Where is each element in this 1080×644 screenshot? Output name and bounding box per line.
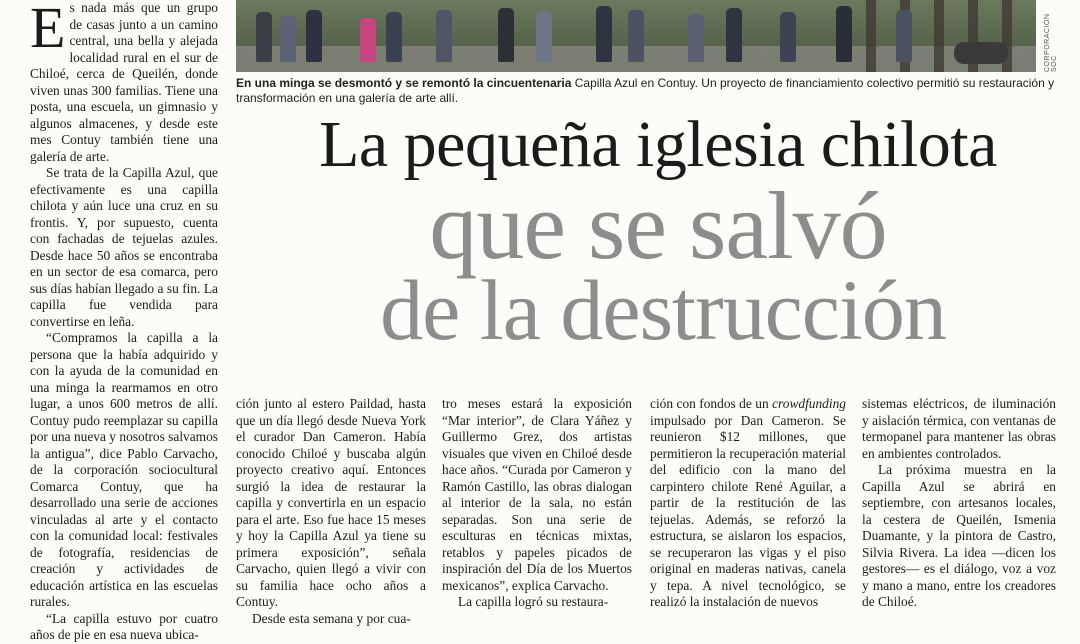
photo-person [780,12,796,62]
article-column-1 [30,0,218,642]
caption-lead: En una minga se desmontó y se remontó la cincuentenaria [236,76,572,90]
article-column-3 [442,396,632,610]
photo-person [536,12,552,62]
headline-line-3: de la destrucción [380,262,946,358]
photo-person [360,18,376,62]
body-paragraph: Desde esta semana y por cua- [252,610,411,626]
photo-person [688,14,704,62]
body-paragraph: tro meses estará la exposición “Mar interior”, de Clara Yáñez y Guillermo Grez, dos artistas visuales que viven en Chiloé desde hace años. “Curada por Cameron y Ramón Castillo, las obras dialogan al interior de la sala, no están separadas. Son una serie de esculturas en técnicas mixtas, retablos y papeles picados de inspiración del Día de los Muertos mexicanos”, explica Carvacho. [442,396,632,593]
photo-person [596,6,612,62]
article-column-5 [862,396,1056,610]
headline-line-1: La pequeña iglesia chilota [319,108,997,181]
article-column-4 [650,396,846,610]
italic-term: crowdfunding [772,396,846,411]
photo-caption [236,76,1056,106]
article-photo [236,0,1036,72]
photo-person [896,10,912,62]
photo-person [836,6,852,62]
photo-dog [954,42,1008,64]
caption-text: Capilla Azul en Contuy. Un proyecto de financiamiento colectivo permitió su restauración y transformación en una galería de arte allí. [236,76,1055,105]
body-paragraph: ción junto al estero Paildad, hasta que un día llegó desde Nueva York el curador Dan Cameron. Había conocido Chiloé y buscaba algún proyecto creativo aquí. Entonces surgió la idea de restaurar la capilla y convertirla en un espacio para el arte. Eso fue hace 15 meses y hoy la Capilla Azul ya tiene su primera exposición”, señala Carvacho, quien llegó a vivir con su familia hace ocho años a Contuy. [236,396,426,609]
photo-person [256,12,272,62]
photo-person [280,16,296,62]
drop-cap: E [30,0,66,60]
headline-line-2: que se salvó [429,172,887,279]
article-column-2 [236,396,426,626]
photo-person [628,10,644,62]
photo-person [498,8,514,62]
body-paragraph: ción con fondos de un crowdfunding impulsado por Dan Cameron. Se reunieron $12 millones, que permitieron la recuperación material del edificio con la mano del carpintero chilote René Aguilar, a partir de la restitución de las tejuelas. Además, se reforzó la estructura, se aislaron los espacios, se recuperaron las vigas y el piso original en maderas nativas, canela y tepa. A nivel tecnológico, se realizó la instalación de nuevos [650,396,846,609]
body-paragraph: Se trata de la Capilla Azul, que efectivamente es una capilla chilota y aún luce una cruz en su frontis. Y, por supuesto, cuenta con fachadas de tejuelas azules. Desde hace 50 años se encontraba en un sector de esa comarca, pero sus días habían llegado a su fin. La capilla fue vendida para convertirse en leña. [30,165,218,329]
photo-person [436,10,452,62]
photo-credit: CORPORACIÓN SOC [1044,13,1058,72]
body-paragraph: sistemas eléctricos, de iluminación y aislación térmica, con ventanas de termopanel para mantener las obras en ambientes controlados. [862,396,1056,461]
body-paragraph: La capilla logró su restaura- [458,594,609,609]
photo-person [726,8,742,62]
headline [236,108,1080,358]
body-paragraph: “La capilla estuvo por cuatro años de pie en esa nueva ubica- [30,610,218,642]
lead-paragraph: Es nada más que un grupo de casas junto a un camino central, una bella y alejada localidad rural en el sur de Chiloé, cerca de Queilén, donde viven unas 300 familias. Tiene una posta, una escuela, un gimnasio y algunos almacenes, y desde este mes Contuy también tiene una galería de arte. [30,0,218,164]
body-paragraph: “Compramos la capilla a la persona que la había adquirido y con la ayuda de la comunidad en una minga la rearmamos en otro lugar, a unos 600 metros de allí. Contuy pudo reemplazar su capilla por una nueva y nosotros salvamos la antigua”, dice Pablo Carvacho, de la corporación sociocultural Comarca Contuy, que ha desarrollado una serie de acciones vinculadas al arte y el contacto con la comunidad local: festivales de fotografía, residencias de creación y actividades de educación artística en las escuelas rurales. [30,330,218,609]
body-paragraph: La próxima muestra en la Capilla Azul se abrirá en septiembre, con artesanos locales, la cestera de Queilén, Ismenia Duamante, y la pintora de Castro, Silvia Rivera. La idea —dicen los gestores— es el diálogo, voz a voz y mano a mano, entre los creadores de Chiloé. [862,462,1056,609]
photo-person [386,12,402,62]
photo-person [306,10,322,62]
